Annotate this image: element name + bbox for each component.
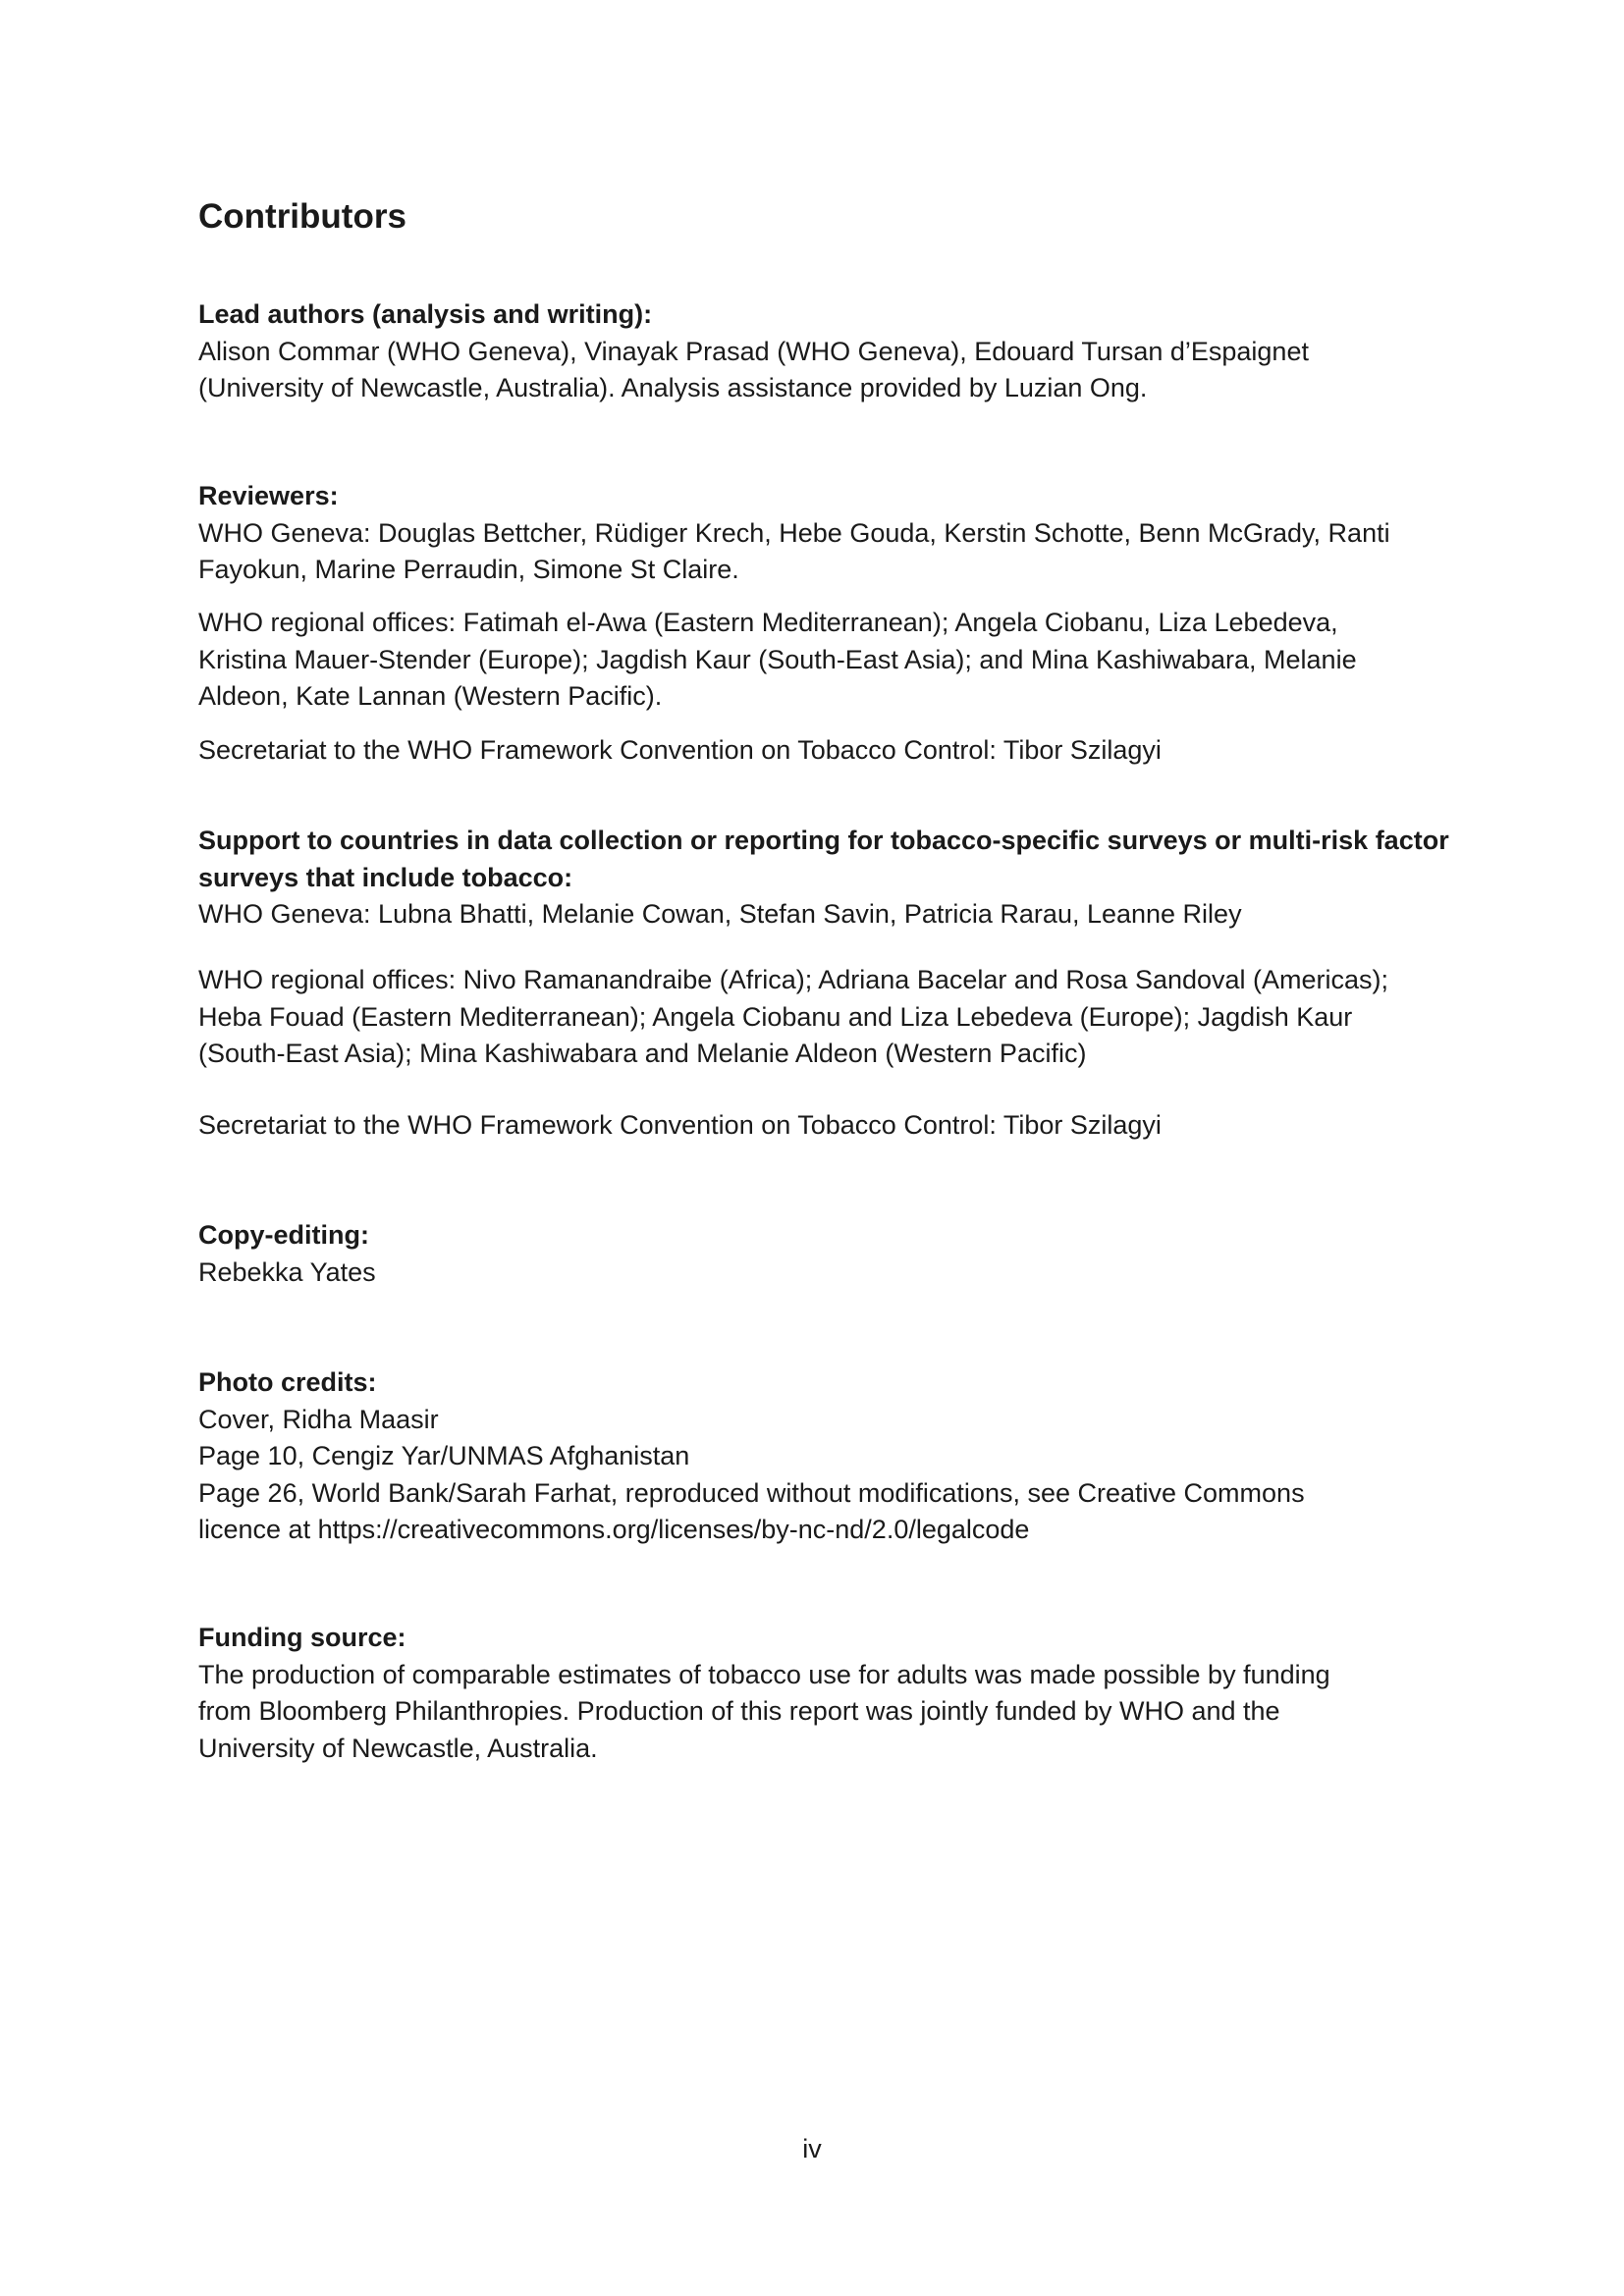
funding-heading: Funding source: [198, 1623, 406, 1652]
reviewers-geneva-line: Fayokun, Marine Perraudin, Simone St Claire. [198, 555, 739, 584]
funding-section [198, 1620, 1465, 1767]
reviewers-secretariat-paragraph [198, 732, 1465, 770]
reviewers-heading: Reviewers: [198, 481, 339, 510]
support-heading: Support to countries in data collection or reporting for tobacco-specific surveys or multi-risk factor [198, 826, 1449, 855]
funding-line: The production of comparable estimates of tobacco use for adults was made possible by funding [198, 1659, 1330, 1689]
support-section [198, 823, 1465, 934]
reviewers-regional-line: WHO regional offices: Fatimah el-Awa (Eastern Mediterranean); Angela Ciobanu, Liza Lebedeva, [198, 608, 1338, 637]
lead-authors-section [198, 296, 1465, 407]
photo-credit-line: Cover, Ridha Maasir [198, 1404, 439, 1434]
page-number: iv [802, 2134, 822, 2163]
copy-editing-line: Rebekka Yates [198, 1256, 376, 1287]
copy-editing-section [198, 1217, 1465, 1291]
support-secretariat-line: Secretariat to the WHO Framework Convention on Tobacco Control: Tibor Szilagyi [198, 1110, 1162, 1140]
photo-credit-line: licence at https://creativecommons.org/licenses/by-nc-nd/2.0/legalcode [198, 1515, 1030, 1544]
support-heading: surveys that include tobacco: [198, 862, 573, 892]
reviewers-regional-paragraph [198, 605, 1465, 716]
photo-credit-line: Page 26, World Bank/Sarah Farhat, reproduced without modifications, see Creative Commons [198, 1477, 1305, 1508]
photo-credit-line: Page 10, Cengiz Yar/UNMAS Afghanistan [198, 1441, 690, 1470]
support-secretariat-paragraph [198, 1107, 1465, 1145]
lead-authors-line: (University of Newcastle, Australia). Analysis assistance provided by Luzian Ong. [198, 373, 1148, 402]
lead-authors-line: Alison Commar (WHO Geneva), Vinayak Prasad (WHO Geneva), Edouard Tursan d’Espaignet [198, 336, 1309, 366]
copy-editing-heading: Copy-editing: [198, 1220, 369, 1250]
support-regional-line: (South-East Asia); Mina Kashiwabara and Melanie Aldeon (Western Pacific) [198, 1039, 1087, 1068]
reviewers-geneva-line: WHO Geneva: Douglas Bettcher, Rüdiger Krech, Hebe Gouda, Kerstin Schotte, Benn McGrady, Ranti [198, 517, 1390, 548]
support-geneva-line: WHO Geneva: Lubna Bhatti, Melanie Cowan, Stefan Savin, Patricia Rarau, Leanne Riley [198, 899, 1242, 929]
support-regional-paragraph [198, 962, 1465, 1073]
funding-line: from Bloomberg Philanthropies. Production of this report was jointly funded by WHO and the [198, 1696, 1280, 1726]
reviewers-section [198, 478, 1465, 589]
funding-line: University of Newcastle, Australia. [198, 1733, 598, 1763]
page-title: Contributors [198, 197, 406, 236]
reviewers-regional-line: Kristina Mauer-Stender (Europe); Jagdish Kaur (South-East Asia); and Mina Kashiwabara, Melanie [198, 644, 1357, 674]
lead-authors-heading: Lead authors (analysis and writing): [198, 299, 653, 329]
reviewers-secretariat-line: Secretariat to the WHO Framework Convention on Tobacco Control: Tibor Szilagyi [198, 735, 1162, 765]
photo-credits-section [198, 1364, 1465, 1549]
support-regional-line: WHO regional offices: Nivo Ramanandraibe (Africa); Adriana Bacelar and Rosa Sandoval (Americas); [198, 965, 1389, 994]
photo-credits-heading: Photo credits: [198, 1367, 377, 1397]
reviewers-regional-line: Aldeon, Kate Lannan (Western Pacific). [198, 681, 663, 711]
support-regional-line: Heba Fouad (Eastern Mediterranean); Angela Ciobanu and Liza Lebedeva (Europe); Jagdish Kaur [198, 1001, 1353, 1032]
